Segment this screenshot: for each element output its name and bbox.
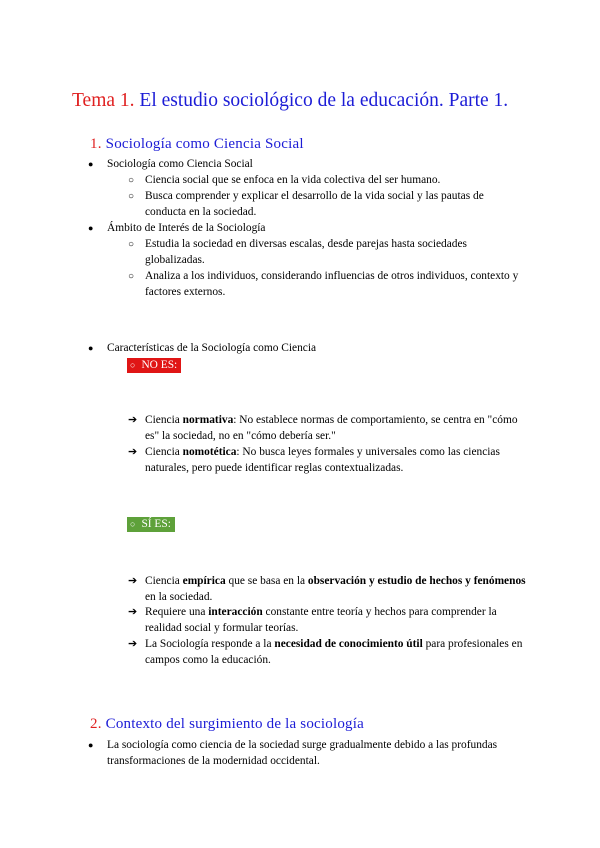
circle-bullet-icon: ○ [130,519,136,529]
arrow-list-item-text: Ciencia nomotética: No busca leyes formales y universales como las ciencias naturales, pero puede identificar reglas contextualizadas. [145,446,500,474]
circle-bullet-icon: ○ [128,191,135,202]
arrow-right-icon: ➔ [128,414,138,426]
arrow-right-icon: ➔ [128,606,138,618]
si-es-badge [127,517,175,532]
section1-heading [90,136,304,153]
list-item-text: Sociología como Ciencia Social [107,158,253,170]
arrow-list-item-text: Ciencia empírica que se basa en la observación y estudio de hechos y fenómenos en la sociedad. [145,575,526,603]
section2-heading [90,716,364,733]
circle-bullet-icon: ○ [128,175,135,186]
section2-number: 2. [90,716,102,732]
sub-list-item-text: Estudia la sociedad en diversas escalas, desde parejas hasta sociedades globalizadas. [145,238,467,266]
bullet-icon: ● [88,343,94,353]
sub-list-item-text: Analiza a los individuos, considerando influencias de otros individuos, contexto y factores externos. [145,270,519,298]
bullet-icon: ● [88,159,94,169]
page-title [72,90,508,112]
arrow-list-item-text: Requiere una interacción constante entre teoría y hechos para comprender la realidad social y formular teorías. [145,606,497,634]
no-es-badge [127,358,181,373]
section1-heading-text: Sociología como Ciencia Social [105,136,304,152]
arrow-right-icon: ➔ [128,575,138,587]
circle-bullet-icon: ○ [130,360,136,370]
no-es-label: NO ES: [141,359,178,371]
list-item-text: La sociología como ciencia de la sociedad surge gradualmente debido a las profundas transformaciones de la modernidad occidental. [107,739,498,767]
circle-bullet-icon: ○ [128,239,135,250]
arrow-list-item-text: La Sociología responde a la necesidad de conocimiento útil para profesionales en campos como la educación. [145,638,523,666]
bullet-icon: ● [88,740,94,750]
title-number: Tema 1. [72,90,135,111]
list-item-text: Características de la Sociología como Ciencia [107,342,317,354]
title-text: El estudio sociológico de la educación. Parte 1. [139,90,509,111]
sub-list-item-text: Ciencia social que se enfoca en la vida colectiva del ser humano. [145,174,441,186]
list-item-text: Ámbito de Interés de la Sociología [107,222,266,234]
arrow-right-icon: ➔ [128,446,138,458]
circle-bullet-icon: ○ [128,271,135,282]
bullet-icon: ● [88,223,94,233]
section2-heading-text: Contexto del surgimiento de la sociología [105,716,364,732]
sub-list-item-text: Busca comprender y explicar el desarrollo de la vida social y las pautas de conducta en la sociedad. [145,190,484,218]
section1-number: 1. [90,136,102,152]
arrow-right-icon: ➔ [128,638,138,650]
si-es-label: SÍ ES: [141,518,171,530]
arrow-list-item-text: Ciencia normativa: No establece normas de comportamiento, se centra en "cómo es" la sociedad, no en "cómo debería ser." [145,414,518,442]
